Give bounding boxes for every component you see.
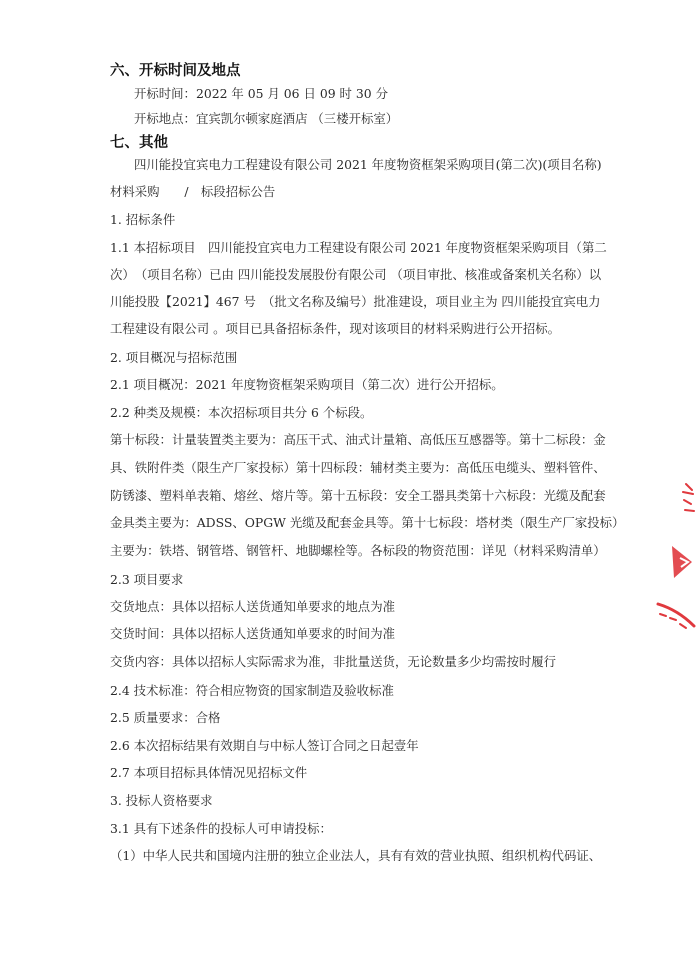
- text-line: 交货内容：具体以招标人实际需求为准，非批量送货，无论数量多少均需按时履行: [110, 654, 557, 669]
- text-line: 3. 投标人资格要求: [110, 793, 213, 808]
- text-line: 2.1 项目概况：2021 年度物资框架采购项目（第二次）进行公开招标。: [110, 377, 504, 392]
- text-line: 次） （项目名称）已由 四川能投发展股份有限公司 （项目审批、核准或备案机关名称）以: [110, 267, 602, 282]
- text-line: 3.1 具有下述条件的投标人可申请投标：: [110, 821, 332, 836]
- bid-opening-place: 开标地点：宜宾凯尔顿家庭酒店 （三楼开标室）: [134, 111, 399, 126]
- text-line: 交货时间：具体以招标人送货通知单要求的时间为准: [110, 626, 395, 641]
- text-line: 主要为：铁塔、钢管塔、钢管杆、地脚螺栓等。各标段的物资范围：详见（材料采购清单）: [110, 543, 606, 558]
- text-line: 材料采购 / 标段招标公告: [110, 184, 276, 199]
- text-line: 1. 招标条件: [110, 212, 176, 227]
- text-line: 四川能投宜宾电力工程建设有限公司 2021 年度物资框架采购项目(第二次)(项目名称): [134, 157, 602, 172]
- seal-fragment-bottom: [652, 596, 698, 636]
- text-line: （1）中华人民共和国境内注册的独立企业法人，具有有效的营业执照、组织机构代码证、: [110, 848, 602, 863]
- text-line: 金具类主要为：ADSS、OPGW 光缆及配套金具等。第十七标段：塔材类（限生产厂家投标）: [110, 515, 625, 530]
- section-6-heading: 六、开标时间及地点: [110, 63, 241, 79]
- text-line: 具、铁附件类（限生产厂家投标）第十四标段：辅材类主要为：高低压电缆头、塑料管件、: [110, 460, 606, 475]
- text-line: 1.1 本招标项目 四川能投宜宾电力工程建设有限公司 2021 年度物资框架采购项目（第二: [110, 240, 607, 255]
- text-line: 2.4 技术标准：符合相应物资的国家制造及验收标准: [110, 683, 394, 698]
- seal-fragment-top: [672, 480, 698, 520]
- text-line: 2.5 质量要求：合格: [110, 710, 221, 725]
- text-line: 川能投股【2021】467 号 （批文名称及编号）批准建设，项目业主为 四川能投宜宾电力: [110, 294, 601, 309]
- text-line: 交货地点：具体以招标人送货通知单要求的地点为准: [110, 599, 395, 614]
- section-7-heading: 七、其他: [110, 135, 168, 151]
- text-line: 防锈漆、塑料单表箱、熔丝、熔片等。第十五标段：安全工器具类第十六标段：光缆及配套: [110, 488, 606, 503]
- text-line: 工程建设有限公司 。项目已具备招标条件，现对该项目的材料采购进行公开招标。: [110, 321, 561, 336]
- text-line: 第十标段：计量装置类主要为：高压干式、油式计量箱、高低压互感器等。第十二标段：金: [110, 432, 606, 447]
- text-line: 2.3 项目要求: [110, 572, 184, 587]
- text-line: 2.2 种类及规模：本次招标项目共分 6 个标段。: [110, 405, 373, 420]
- bid-opening-time: 开标时间：2022 年 05 月 06 日 09 时 30 分: [134, 86, 388, 101]
- text-line: 2.7 本项目招标具体情况见招标文件: [110, 765, 308, 780]
- seal-fragment-middle: [668, 540, 698, 584]
- text-line: 2.6 本次招标结果有效期自与中标人签订合同之日起壹年: [110, 738, 419, 753]
- text-line: 2. 项目概况与招标范围: [110, 350, 238, 365]
